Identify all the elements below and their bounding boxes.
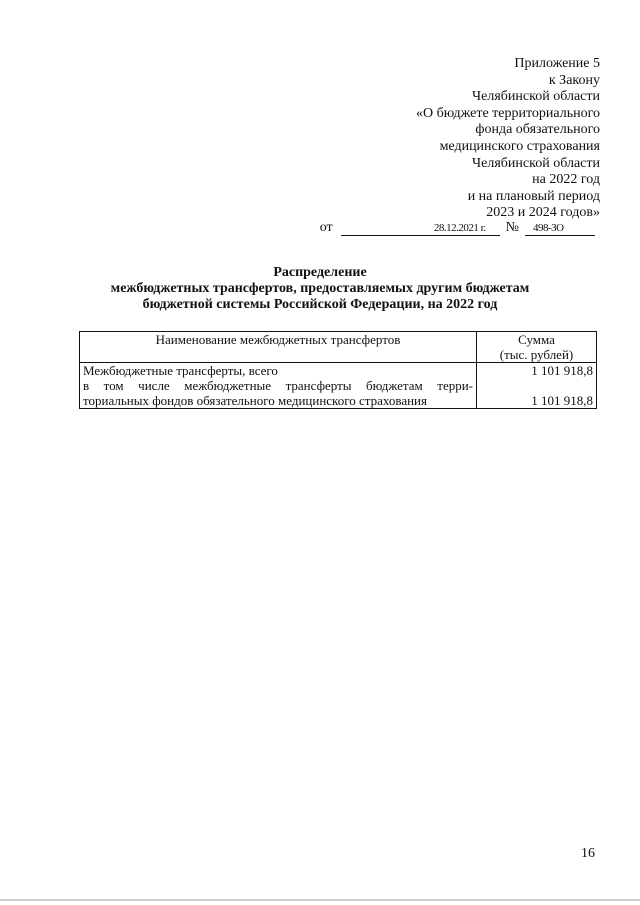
row-total-name: Межбюджетные трансферты, всего xyxy=(83,363,278,378)
number-label: № xyxy=(505,220,519,235)
annex-line: и на плановый период xyxy=(467,188,600,204)
annex-line: Челябинской области xyxy=(472,89,600,105)
date-underline-gap xyxy=(486,221,500,236)
annex-line: фонда обязательного xyxy=(475,122,600,138)
header-sum-line2: (тыс. рублей) xyxy=(499,347,574,362)
header-sum xyxy=(477,332,597,363)
annex-line: к Закону xyxy=(548,72,600,88)
law-date: 28.12.2021 г. xyxy=(341,221,486,236)
annex-line: медицинского страхования xyxy=(439,138,600,154)
row-total-sum: 1 101 918,8 xyxy=(531,363,593,378)
row-territorial-name-line: в том числе межбюджетные трансферты бюджетам терри- xyxy=(83,378,473,393)
annex-line: 2023 и 2024 годов» xyxy=(486,205,600,221)
header-name: Наименование межбюджетных трансфертов xyxy=(80,332,477,363)
table-header-row xyxy=(80,332,597,363)
title-line: бюджетной системы Российской Федерации, на 2022 год xyxy=(142,297,498,312)
row-names-cell xyxy=(80,363,477,409)
transfers-table xyxy=(79,331,597,409)
law-number: 498-ЗО xyxy=(525,221,595,236)
row-territorial-name xyxy=(83,378,473,408)
law-date-number-line xyxy=(320,220,595,236)
page-number: 16 xyxy=(581,846,595,861)
annex-line: на 2022 год xyxy=(532,172,600,188)
annex-line: Приложение 5 xyxy=(514,56,600,71)
row-territorial-name-line: ториальных фондов обязательного медицинского страхования xyxy=(83,393,427,408)
document-title xyxy=(0,265,640,313)
annex-line: Челябинской области xyxy=(472,155,600,171)
annex-line: «О бюджете территориального xyxy=(416,105,600,121)
title-line: Распределение xyxy=(273,265,367,280)
page-bottom-edge xyxy=(0,899,640,901)
title-line: межбюджетных трансфертов, предоставляемых другим бюджетам xyxy=(110,281,530,296)
from-label: от xyxy=(319,220,333,235)
table-row xyxy=(80,363,597,409)
annex-header xyxy=(416,56,600,222)
row-territorial-sum: 1 101 918,8 xyxy=(531,393,593,408)
row-sums-cell xyxy=(477,363,597,409)
header-sum-line1: Сумма xyxy=(518,332,555,347)
